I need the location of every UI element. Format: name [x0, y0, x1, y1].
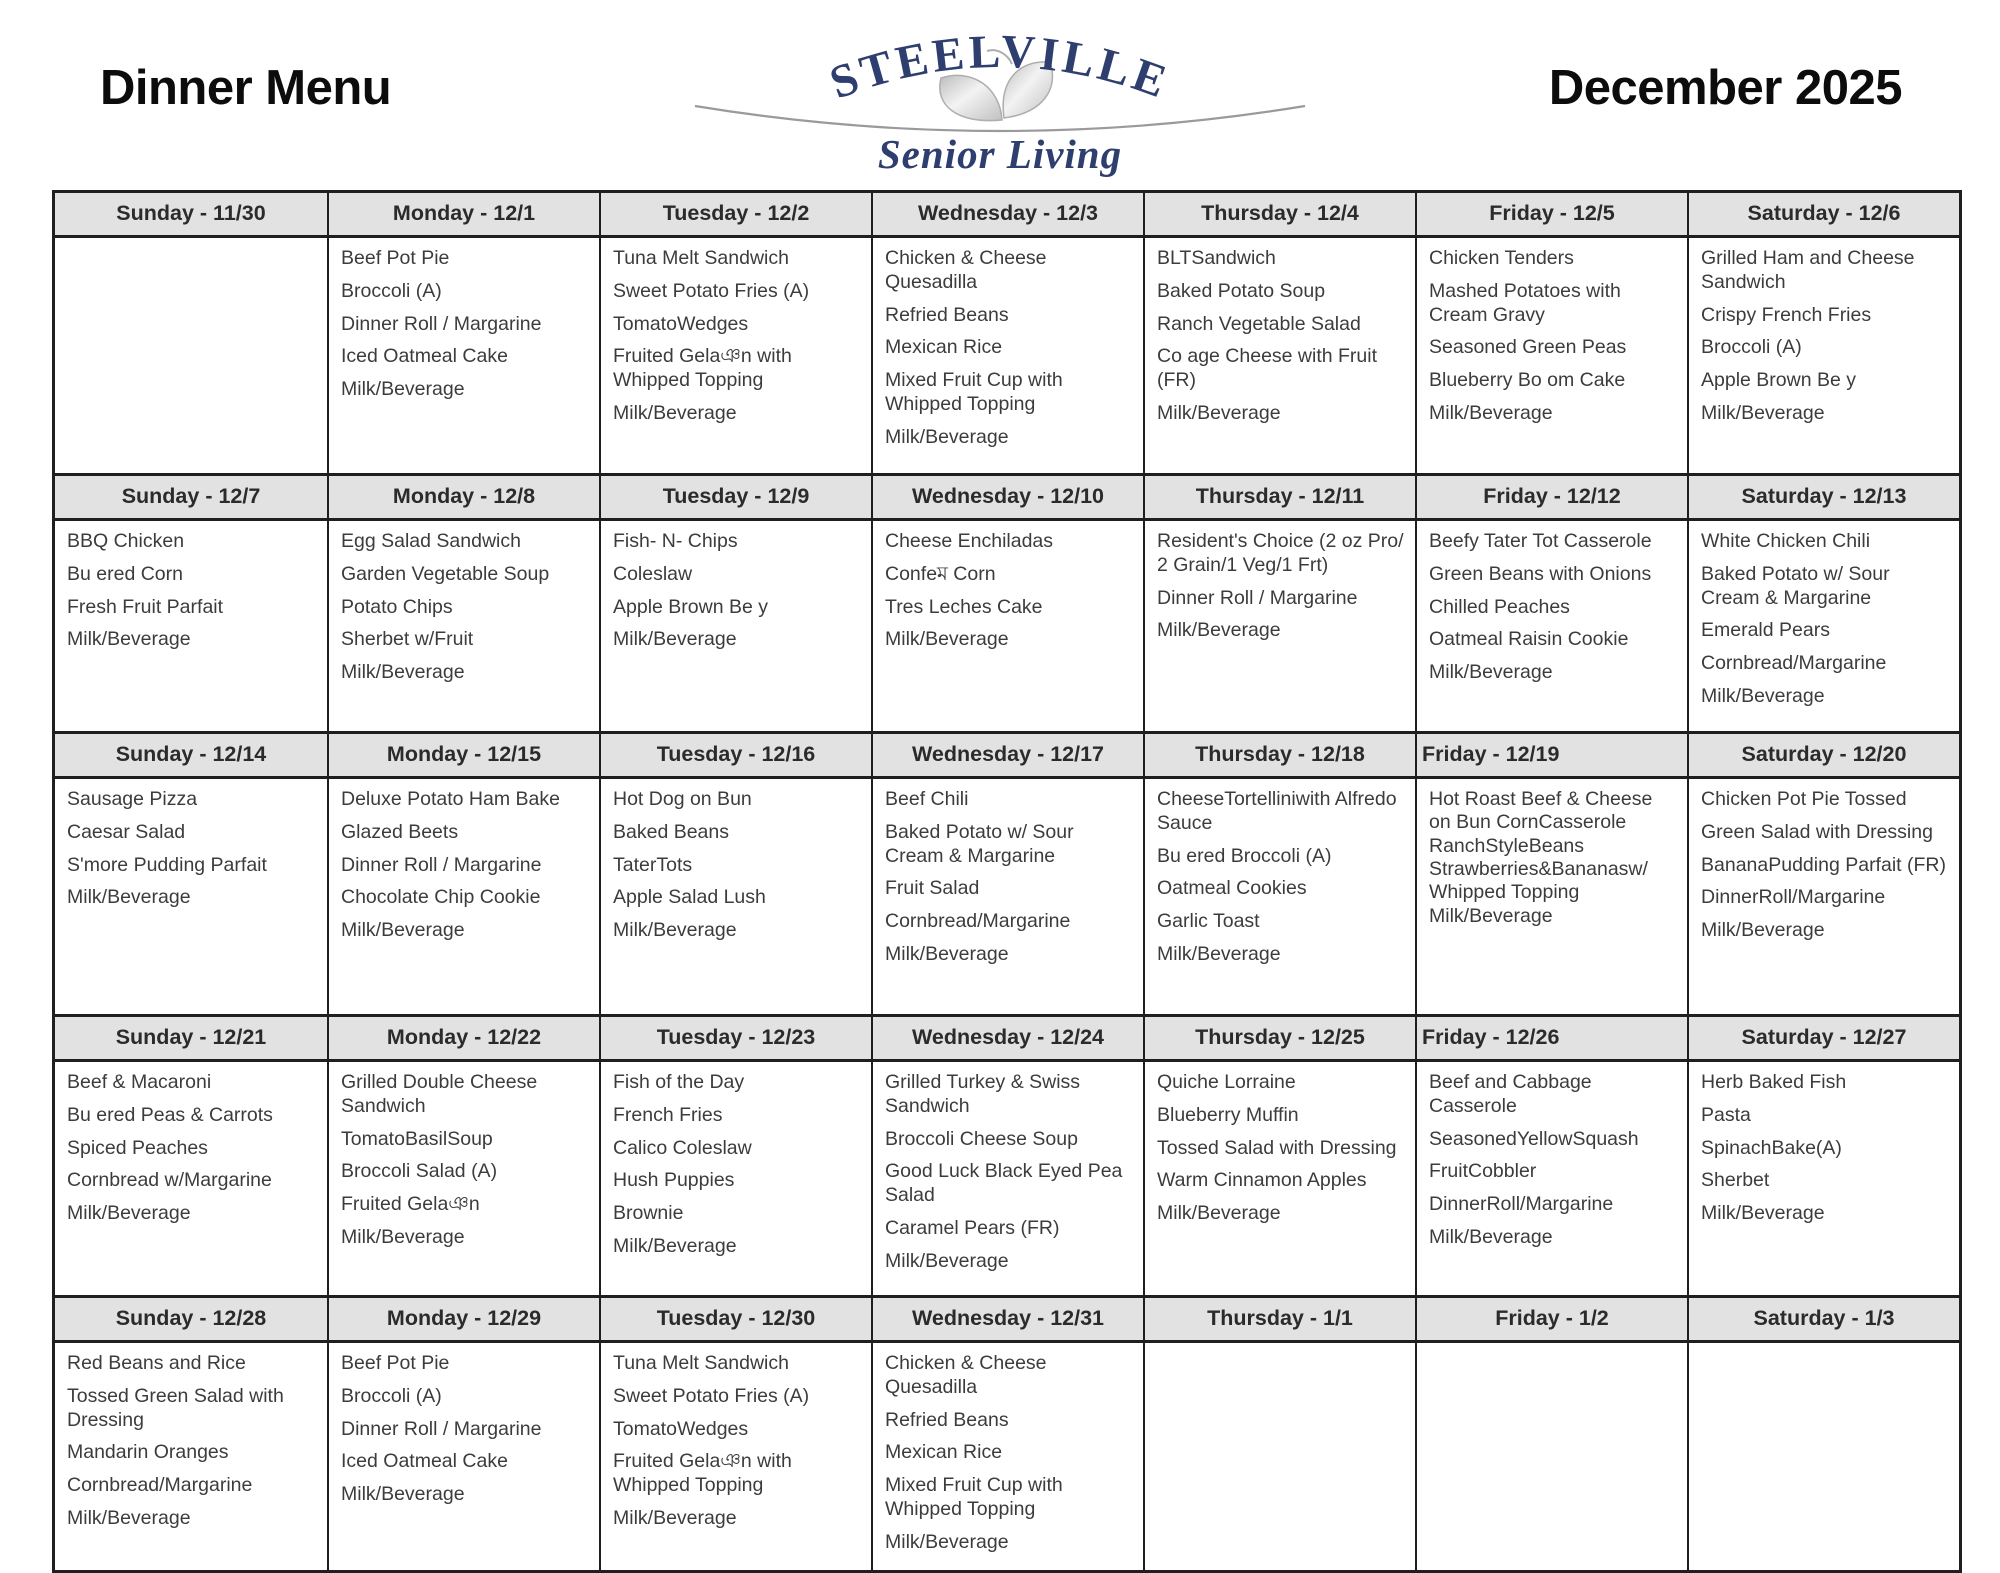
menu-item: Milk/Beverage [1157, 1202, 1281, 1225]
menu-item: Beef Chili [885, 788, 969, 810]
menu-item: Cornbread/Margarine [67, 1474, 253, 1497]
menu-item: Milk/Beverage [613, 401, 737, 424]
day-cell [1687, 521, 1959, 731]
page-title: Dinner Menu [100, 61, 392, 115]
menu-item: Herb Baked Fish [1701, 1071, 1847, 1093]
menu-item: Crispy French Fries [1701, 303, 1872, 326]
menu-item: Broccoli (A) [1701, 336, 1802, 359]
menu-item: Milk/Beverage [1429, 1225, 1553, 1248]
menu-item: Milk/Beverage [613, 1234, 737, 1257]
day-cell [327, 1062, 599, 1295]
week-header-row [55, 193, 1959, 238]
menu-item: SpinachBake(A) [1701, 1136, 1842, 1159]
day-cell [327, 521, 599, 731]
day-cell [599, 779, 871, 1014]
day-header: Thursday - 12/18 [1143, 734, 1415, 776]
menu-item: Chicken Tenders [1429, 247, 1574, 269]
menu-item: Beefy Tater Tot Casserole [1429, 530, 1652, 552]
menu-item: Garlic Toast [1157, 910, 1260, 933]
week-header-row [55, 473, 1959, 521]
menu-item: Bu ered Peas & Carrots [67, 1103, 273, 1126]
day-header: Tuesday - 12/16 [599, 734, 871, 776]
menu-item: Mandarin Oranges [67, 1441, 229, 1464]
day-cell [871, 238, 1143, 473]
menu-item: Quiche Lorraine [1157, 1071, 1296, 1093]
day-cell [599, 521, 871, 731]
menu-item: Tossed Salad with Dressing [1157, 1136, 1397, 1159]
day-header: Sunday - 12/7 [121, 484, 261, 508]
day-cell [1415, 521, 1687, 731]
menu-item: Garden Vegetable Soup [341, 562, 550, 585]
day-cell [1143, 779, 1415, 1014]
day-cell [1687, 238, 1959, 473]
menu-item: White Chicken Chili [1701, 530, 1871, 552]
menu-item: Milk/Beverage [341, 661, 465, 684]
day-header: Thursday - 1/1 [1143, 1298, 1415, 1340]
menu-item: Sweet Potato Fries (A) [613, 1384, 810, 1407]
menu-item: Iced Oatmeal Cake [341, 345, 508, 368]
menu-item: Dinner Roll / Margarine [1157, 586, 1358, 609]
week-header-row [55, 1295, 1959, 1343]
day-header: Thursday - 12/11 [1143, 476, 1415, 518]
menu-item: Fresh Fruit Parfait [67, 595, 224, 618]
week-body-row [55, 1343, 1959, 1570]
menu-item: Refried Beans [885, 1408, 1009, 1431]
day-cell [327, 238, 599, 473]
day-cell [871, 1062, 1143, 1295]
day-cell [1415, 238, 1687, 473]
day-cell [1143, 238, 1415, 473]
menu-item: Baked Potato Soup [1157, 279, 1326, 302]
menu-item: Red Beans and Rice [67, 1352, 246, 1374]
menu-item: Milk/Beverage [341, 1225, 465, 1248]
menu-item: Beef Pot Pie [341, 247, 450, 269]
menu-item: Coleslaw [613, 562, 693, 585]
menu-item: Milk/Beverage [1429, 661, 1553, 684]
day-header: Tuesday - 12/30 [599, 1298, 871, 1340]
menu-item: Broccoli (A) [341, 1384, 442, 1407]
menu-item: Mexican Rice [885, 1441, 1003, 1464]
day-header: Sunday - 12/21 [115, 1025, 267, 1049]
menu-item: Milk/Beverage [1701, 684, 1825, 707]
day-header: Monday - 12/15 [327, 734, 599, 776]
day-header: Friday - 12/19 [1415, 734, 1687, 776]
menu-item: Milk/Beverage [613, 1506, 737, 1529]
menu-item: Blueberry Bo om Cake [1429, 369, 1626, 392]
menu-calendar [52, 190, 1962, 1573]
menu-item: BananaPudding Parfait (FR) [1701, 853, 1946, 876]
menu-item: Beef and Cabbage Casserole [1429, 1071, 1592, 1117]
menu-item: Chicken & Cheese Quesadilla [885, 247, 1047, 293]
day-header: Thursday - 12/25 [1143, 1017, 1415, 1059]
day-cell [599, 1062, 871, 1295]
menu-item: Glazed Beets [341, 820, 459, 843]
day-cell [1143, 1062, 1415, 1295]
menu-item: Tres Leches Cake [885, 595, 1043, 618]
menu-item: Confeম Corn [885, 562, 996, 585]
menu-item: Mashed Potatoes with Cream Gravy [1429, 279, 1621, 326]
menu-item: Milk/Beverage [341, 919, 465, 942]
menu-item: Baked Beans [613, 820, 730, 843]
day-cell [1687, 1343, 1959, 1570]
menu-item: Deluxe Potato Ham Bake [341, 788, 560, 810]
menu-item: Potato Chips [341, 595, 453, 618]
day-header: Friday - 12/12 [1415, 476, 1687, 518]
day-header: Monday - 12/1 [327, 193, 599, 235]
day-header: Wednesday - 12/17 [871, 734, 1143, 776]
menu-item: Apple Brown Be y [613, 595, 769, 618]
menu-item: Apple Salad Lush [613, 886, 766, 909]
menu-item: Baked Potato w/ Sour Cream & Margarine [1701, 562, 1890, 609]
week-body-row [55, 521, 1959, 731]
day-cell [871, 1343, 1143, 1570]
day-header: Tuesday - 12/9 [599, 476, 871, 518]
menu-item: Sausage Pizza [67, 788, 198, 810]
menu-item: Milk/Beverage [341, 1483, 465, 1506]
menu-item: Broccoli (A) [341, 279, 442, 302]
menu-item: Fruited Gelaঞn [341, 1193, 480, 1216]
menu-item: Apple Brown Be y [1701, 369, 1857, 392]
menu-item: Chicken & Cheese Quesadilla [885, 1352, 1047, 1398]
day-cell [327, 779, 599, 1014]
day-cell [55, 779, 327, 1014]
menu-item: Mixed Fruit Cup with Whipped Topping [885, 1474, 1063, 1520]
menu-item: Tuna Melt Sandwich [613, 1352, 789, 1374]
menu-item: Seasoned Green Peas [1429, 336, 1627, 359]
menu-item: TomatoWedges [613, 1417, 749, 1440]
menu-item: Dinner Roll / Margarine [341, 853, 542, 876]
menu-item: TomatoBasilSoup [341, 1127, 493, 1150]
menu-item: Good Luck Black Eyed Pea Salad [885, 1160, 1123, 1207]
day-cell [871, 521, 1143, 731]
menu-item: Blueberry Muffin [1157, 1103, 1299, 1126]
week-header-row [55, 731, 1959, 779]
menu-item: Mexican Rice [885, 336, 1003, 359]
menu-item: Milk/Beverage [67, 1506, 191, 1529]
menu-item: Fruit Salad [885, 877, 980, 900]
menu-item: RanchStyleBeans [1429, 834, 1585, 857]
menu-item: Broccoli Salad (A) [341, 1160, 498, 1183]
day-header: Friday - 1/2 [1415, 1298, 1687, 1340]
day-cell [1415, 1062, 1687, 1295]
week-body-row [55, 238, 1959, 473]
menu-item: Caramel Pears (FR) [885, 1216, 1060, 1239]
menu-item: Green Beans with Onions [1429, 562, 1652, 585]
day-cell [1687, 1062, 1959, 1295]
day-cell [1415, 1343, 1687, 1570]
day-header: Saturday - 12/27 [1687, 1017, 1959, 1059]
menu-item: Fish- N- Chips [613, 530, 738, 552]
menu-item: TomatoWedges [613, 312, 749, 335]
menu-item: Cheese Enchiladas [885, 530, 1054, 552]
menu-item: Milk/Beverage [1429, 401, 1553, 424]
menu-item: Milk/Beverage [1429, 905, 1553, 928]
day-header: Wednesday - 12/3 [871, 193, 1143, 235]
day-header: Monday - 12/8 [327, 476, 599, 518]
menu-item: S'more Pudding Parfait [67, 853, 267, 876]
day-header: Wednesday - 12/10 [871, 476, 1143, 518]
menu-item: Chocolate Chip Cookie [341, 886, 541, 909]
menu-item: Milk/Beverage [885, 628, 1009, 651]
menu-item: Cornbread/Margarine [1701, 652, 1887, 675]
menu-item: Sweet Potato Fries (A) [613, 279, 810, 302]
menu-item: Bu ered Broccoli (A) [1157, 844, 1332, 867]
menu-item: Milk/Beverage [67, 886, 191, 909]
day-header: Saturday - 12/13 [1687, 476, 1959, 518]
menu-item: Milk/Beverage [885, 1530, 1009, 1553]
menu-item: Milk/Beverage [1701, 1202, 1825, 1225]
menu-item: Ranch Vegetable Salad [1157, 312, 1361, 335]
week-body-row [55, 1062, 1959, 1295]
day-cell [599, 1343, 871, 1570]
day-cell [871, 779, 1143, 1014]
day-header: Sunday - 12/14 [115, 742, 267, 766]
menu-item: Cornbread w/Margarine [67, 1169, 272, 1192]
day-header: Saturday - 1/3 [1687, 1298, 1959, 1340]
logo-wordmark: STEELVILLE [823, 25, 1177, 110]
menu-item: Milk/Beverage [885, 425, 1009, 448]
day-cell [327, 1343, 599, 1570]
menu-item: Calico Coleslaw [613, 1136, 752, 1159]
day-cell [55, 238, 327, 473]
menu-item: Sherbet [1701, 1169, 1770, 1192]
menu-item: Chicken Pot Pie Tossed [1701, 788, 1907, 810]
day-header: Wednesday - 12/31 [871, 1298, 1143, 1340]
day-header: Monday - 12/22 [327, 1017, 599, 1059]
menu-item: Egg Salad Sandwich [341, 530, 521, 552]
menu-item: Oatmeal Raisin Cookie [1429, 628, 1629, 651]
menu-item: Milk/Beverage [885, 1249, 1009, 1272]
menu-item: Fruited Gelaঞn with Whipped Topping [613, 345, 792, 392]
menu-item: Milk/Beverage [1701, 919, 1825, 942]
day-cell [1415, 779, 1687, 1014]
day-cell [1143, 521, 1415, 731]
menu-item: Beef & Macaroni [67, 1071, 212, 1093]
week-body-row [55, 779, 1959, 1014]
menu-item: FruitCobbler [1429, 1160, 1537, 1183]
day-cell [55, 521, 327, 731]
menu-item: DinnerRoll/Margarine [1701, 886, 1886, 909]
menu-item: Hush Puppies [613, 1169, 735, 1192]
day-header: Saturday - 12/20 [1687, 734, 1959, 776]
day-header: Thursday - 12/4 [1143, 193, 1415, 235]
menu-item: Cornbread/Margarine [885, 910, 1071, 933]
menu-item: Beef Pot Pie [341, 1352, 450, 1374]
menu-item: French Fries [613, 1103, 723, 1126]
day-cell [1687, 779, 1959, 1014]
menu-item: Milk/Beverage [1701, 401, 1825, 424]
menu-item: DinnerRoll/Margarine [1429, 1193, 1614, 1216]
day-header: Friday - 12/26 [1415, 1017, 1687, 1059]
menu-item: Caesar Salad [67, 820, 186, 843]
day-header: Wednesday - 12/24 [871, 1017, 1143, 1059]
menu-item: Grilled Double Cheese Sandwich [341, 1071, 538, 1117]
menu-item: SeasonedYellowSquash [1429, 1127, 1639, 1150]
menu-item: Milk/Beverage [67, 628, 191, 651]
day-header: Sunday - 11/30 [116, 201, 266, 225]
menu-item: Refried Beans [885, 303, 1009, 326]
menu-item: TaterTots [613, 853, 693, 876]
menu-item: Milk/Beverage [885, 942, 1009, 965]
menu-item: Tuna Melt Sandwich [613, 247, 789, 269]
menu-item: Iced Oatmeal Cake [341, 1450, 508, 1473]
menu-item: Spiced Peaches [67, 1136, 208, 1159]
day-header: Tuesday - 12/2 [599, 193, 871, 235]
logo-graphic [690, 18, 1310, 178]
menu-item: Oatmeal Cookies [1157, 877, 1307, 900]
day-cell [1143, 1343, 1415, 1570]
menu-item: Chilled Peaches [1429, 595, 1570, 618]
month-title: December 2025 [1548, 61, 1902, 115]
menu-item: Hot Dog on Bun [613, 788, 752, 810]
menu-item: Green Salad with Dressing [1701, 820, 1933, 843]
day-header: Tuesday - 12/23 [599, 1017, 871, 1059]
menu-item: Milk/Beverage [1157, 619, 1281, 642]
svg-text:STEELVILLE [823, 26, 1176, 110]
menu-item: Brownie [613, 1202, 684, 1225]
menu-item: BBQ Chicken [67, 530, 185, 552]
menu-item: Emerald Pears [1701, 619, 1830, 642]
menu-item: Fruited Gelaঞn with Whipped Topping [613, 1450, 792, 1497]
day-cell [55, 1062, 327, 1295]
steelville-logo [690, 18, 1310, 178]
menu-item: Baked Potato w/ Sour Cream & Margarine [885, 820, 1074, 867]
day-header: Saturday - 12/6 [1687, 193, 1959, 235]
menu-item: Tossed Green Salad with Dressing [67, 1384, 284, 1431]
menu-item: Milk/Beverage [613, 919, 737, 942]
menu-item: Sherbet w/Fruit [341, 628, 474, 651]
menu-item: Grilled Turkey & Swiss Sandwich [885, 1071, 1081, 1117]
menu-item: Milk/Beverage [613, 628, 737, 651]
menu-item: Grilled Ham and Cheese Sandwich [1701, 247, 1915, 293]
menu-item: Strawberries&Bananasw/ Whipped Topping [1429, 858, 1648, 904]
menu-item: Resident's Choice (2 oz Pro/ 2 Grain/1 Veg/1 Frt) [1157, 530, 1404, 576]
day-header: Monday - 12/29 [327, 1298, 599, 1340]
menu-item: Milk/Beverage [1157, 942, 1281, 965]
menu-item: CheeseTortelliniwith Alfredo Sauce [1157, 788, 1397, 834]
menu-item: BLTSandwich [1157, 247, 1276, 269]
day-header: Friday - 12/5 [1415, 193, 1687, 235]
menu-item: Milk/Beverage [1157, 401, 1281, 424]
menu-item: Warm Cinnamon Apples [1157, 1169, 1367, 1192]
menu-item: Co age Cheese with Fruit (FR) [1157, 345, 1378, 392]
week-header-row [55, 1014, 1959, 1062]
day-cell [599, 238, 871, 473]
menu-item: Dinner Roll / Margarine [341, 1417, 542, 1440]
menu-item: Mixed Fruit Cup with Whipped Topping [885, 369, 1063, 415]
menu-item: Bu ered Corn [67, 562, 183, 585]
menu-item: Hot Roast Beef & Cheese on Bun CornCasserole [1429, 788, 1653, 833]
menu-item: Milk/Beverage [341, 378, 465, 401]
menu-item: Milk/Beverage [67, 1202, 191, 1225]
menu-item: Fish of the Day [613, 1071, 745, 1093]
menu-item: Pasta [1701, 1103, 1751, 1126]
menu-item: Dinner Roll / Margarine [341, 312, 542, 335]
day-cell [55, 1343, 327, 1570]
day-header: Sunday - 12/28 [115, 1306, 267, 1330]
logo-subtitle: Senior Living [877, 131, 1123, 177]
menu-item: Broccoli Cheese Soup [885, 1127, 1078, 1150]
